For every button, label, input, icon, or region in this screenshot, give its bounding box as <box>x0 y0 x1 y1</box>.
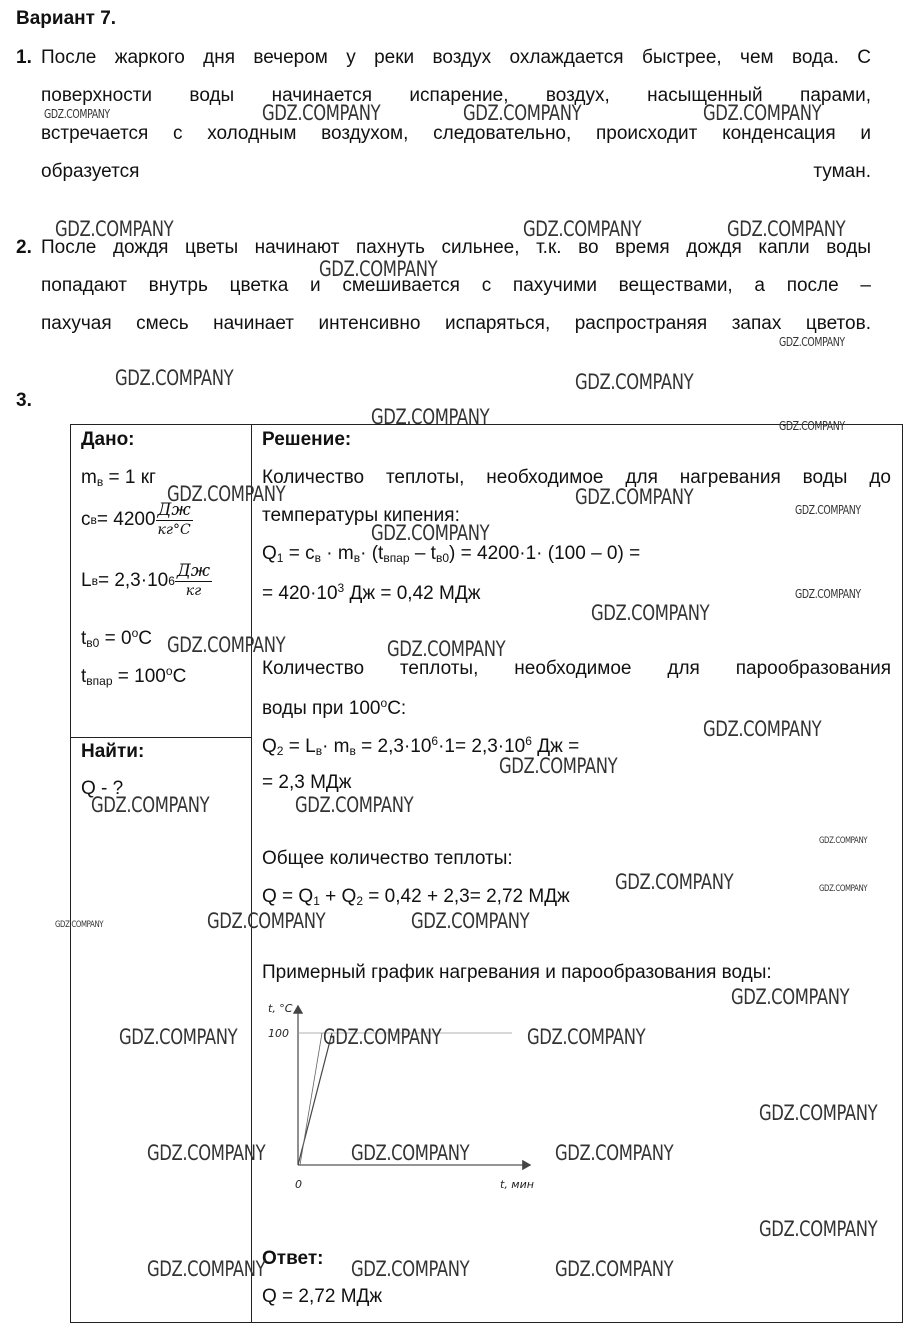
watermark: GDZ.COMPANY <box>147 1141 266 1165</box>
watermark: GDZ.COMPANY <box>411 909 530 933</box>
q1-result: = $420\cdot 10^3$ Дж = 0,42 МДж <box>262 581 481 604</box>
graph-origin: 0 <box>295 1178 302 1191</box>
heat-intro-line-2: температуры кипения: <box>262 505 460 526</box>
watermark: GDZ.COMPANY <box>119 1025 238 1049</box>
watermark: GDZ.COMPANY <box>371 521 490 545</box>
graph-y-label: t, °C <box>268 1002 293 1015</box>
task-1-line-1: После жаркого дня вечером у реки воздух охлаждается быстрее, чем вода. С <box>41 47 871 68</box>
watermark: GDZ.COMPANY <box>615 870 734 894</box>
watermark: GDZ.COMPANY <box>591 601 710 625</box>
watermark: GDZ.COMPANY <box>55 217 174 241</box>
watermark: GDZ.COMPANY <box>779 335 845 349</box>
total-formula: $Q = Q_1 + Q_2 = 0,42 + 2,3= 2,72$ МДж <box>262 886 570 908</box>
total-intro: Общее количество теплоты: <box>262 848 513 869</box>
watermark: GDZ.COMPANY <box>44 107 110 121</box>
watermark: GDZ.COMPANY <box>499 754 618 778</box>
find-header: Найти: <box>81 741 145 762</box>
watermark: GDZ.COMPANY <box>555 1257 674 1281</box>
task-1-line-4: образуется туман. <box>41 161 871 182</box>
vap-intro-line-1: Количество теплоты, необходимое для парообразования <box>262 658 891 679</box>
given-mass: $m_в = 1$ кг <box>81 467 156 489</box>
graph-y-tick: 100 <box>268 1027 289 1040</box>
table-divider-horizontal <box>70 737 252 738</box>
task-1-line-3: встречается с холодным воздухом, следовательно, происходит конденсация и <box>41 123 871 144</box>
given-header: Дано: <box>81 429 135 450</box>
watermark: GDZ.COMPANY <box>262 101 381 125</box>
watermark: GDZ.COMPANY <box>819 836 868 846</box>
task-2-line-2: попадают внутрь цветка и смешивается с пахучими веществами, а после – <box>41 275 871 296</box>
specific-heat-unit: $\frac{Дж}{кг^\circ C}$ <box>157 500 191 538</box>
task-3-number: 3. <box>16 390 32 411</box>
task-2-number: 2. <box>16 237 32 258</box>
watermark: GDZ.COMPANY <box>795 503 861 517</box>
q1-formula: $Q_1 = c_в \cdot m_в\cdot (t_{впар} - t_{в0}) = 4200\cdot 1\cdot (100 - 0)$ = <box>262 543 641 565</box>
watermark: GDZ.COMPANY <box>371 405 490 429</box>
watermark: GDZ.COMPANY <box>351 1257 470 1281</box>
watermark: GDZ.COMPANY <box>731 985 850 1009</box>
given-boiling-temp: $t_{впар} = 100^oC$ <box>81 664 187 688</box>
given-initial-temp: $t_{в0} = 0^oC$ <box>81 626 152 650</box>
watermark: GDZ.COMPANY <box>819 884 868 894</box>
watermark: GDZ.COMPANY <box>115 366 234 390</box>
vap-intro-line-2: воды при 100$^o$C: <box>262 696 407 719</box>
graph-caption: Примерный график нагревания и парообразования воды: <box>262 962 772 983</box>
find-value: Q - ? <box>81 778 124 799</box>
watermark: GDZ.COMPANY <box>387 637 506 661</box>
watermark: GDZ.COMPANY <box>55 920 104 930</box>
watermark: GDZ.COMPANY <box>323 1025 442 1049</box>
watermark: GDZ.COMPANY <box>167 633 286 657</box>
solution-header: Решение: <box>262 429 352 450</box>
watermark: GDZ.COMPANY <box>351 1141 470 1165</box>
watermark: GDZ.COMPANY <box>703 101 822 125</box>
answer-header: Ответ: <box>262 1248 324 1269</box>
task-1-number: 1. <box>16 47 32 68</box>
watermark: GDZ.COMPANY <box>295 793 414 817</box>
task-1-line-2: поверхности воды начинается испарение, воздух, насыщенный парами, <box>41 85 871 106</box>
watermark: GDZ.COMPANY <box>91 793 210 817</box>
task-2-line-3: пахучая смесь начинает интенсивно испаряться, распространяя запах цветов. <box>41 313 871 334</box>
watermark: GDZ.COMPANY <box>167 482 286 506</box>
q2-result: = 2,3 МДж <box>262 772 352 793</box>
watermark: GDZ.COMPANY <box>703 717 822 741</box>
watermark: GDZ.COMPANY <box>779 419 845 433</box>
task-2-line-1: После дождя цветы начинают пахнуть сильнее, т.к. во время дождя капли воды <box>41 237 871 258</box>
graph-heating-line-2 <box>300 1033 322 1165</box>
heat-intro-line-1: Количество теплоты, необходимое для нагревания воды до <box>262 467 891 488</box>
watermark: GDZ.COMPANY <box>575 370 694 394</box>
watermark: GDZ.COMPANY <box>555 1141 674 1165</box>
watermark: GDZ.COMPANY <box>575 485 694 509</box>
watermark: GDZ.COMPANY <box>759 1217 878 1241</box>
latent-heat-unit: $\frac{Дж}{кг}$ <box>176 561 211 599</box>
given-latent-heat: L в = 2,3·10 6 $\frac{Дж}{кг}$ <box>81 561 211 599</box>
watermark: GDZ.COMPANY <box>527 1025 646 1049</box>
page-title: Вариант 7. <box>16 8 117 29</box>
watermark: GDZ.COMPANY <box>523 217 642 241</box>
watermark: GDZ.COMPANY <box>207 909 326 933</box>
watermark: GDZ.COMPANY <box>319 257 438 281</box>
q2-formula: $Q_2 = L_в\cdot m_в = 2,3\cdot 10^6\cdot 1= 2,3\cdot 10^6$ Дж = <box>262 734 580 758</box>
watermark: GDZ.COMPANY <box>759 1101 878 1125</box>
watermark: GDZ.COMPANY <box>795 587 861 601</box>
given-specific-heat: c в = 4200 $\frac{Дж}{кг^\circ C}$ <box>81 500 191 538</box>
watermark: GDZ.COMPANY <box>147 1257 266 1281</box>
watermark: GDZ.COMPANY <box>463 101 582 125</box>
watermark: GDZ.COMPANY <box>727 217 846 241</box>
answer-value: Q = 2,72 МДж <box>262 1286 383 1307</box>
table-divider-vertical <box>251 424 252 1322</box>
graph-x-label: t, мин <box>500 1178 534 1191</box>
